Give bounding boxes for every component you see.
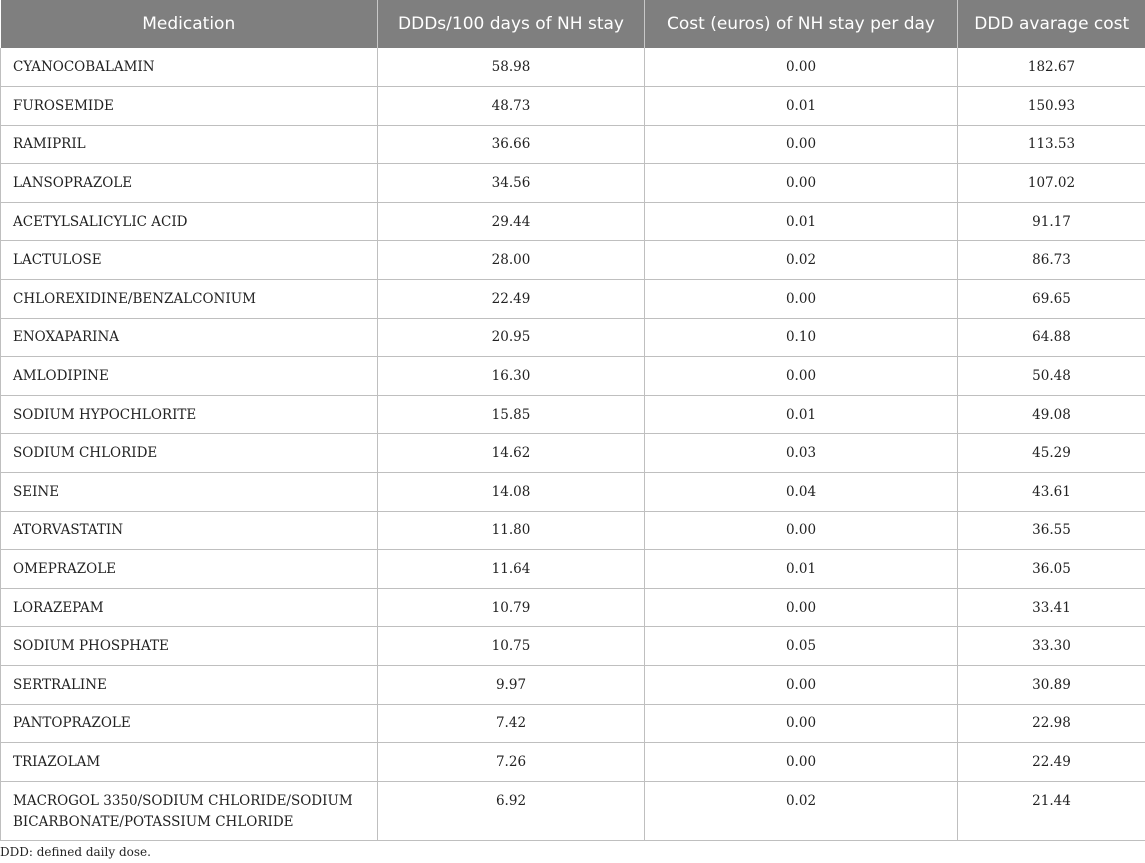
header-row <box>1 0 1145 48</box>
cost-cell: 0.10 <box>645 318 958 357</box>
ddds-cell: 58.98 <box>378 48 645 87</box>
ddds-cell: 28.00 <box>378 241 645 280</box>
ddds-cell: 7.42 <box>378 704 645 743</box>
cost-cell: 0.01 <box>645 202 958 241</box>
avg-cost-cell: 22.98 <box>958 704 1145 743</box>
header-medication: Medication <box>1 0 378 48</box>
ddds-cell: 15.85 <box>378 395 645 434</box>
cost-cell: 0.01 <box>645 395 958 434</box>
cost-cell: 0.00 <box>645 704 958 743</box>
ddds-cell: 20.95 <box>378 318 645 357</box>
ddds-cell: 7.26 <box>378 743 645 782</box>
table-row <box>1 164 1145 203</box>
medication-cell: RAMIPRIL <box>1 125 378 164</box>
ddds-cell: 14.62 <box>378 434 645 473</box>
table-row <box>1 202 1145 241</box>
cost-cell: 0.00 <box>645 48 958 87</box>
avg-cost-cell: 21.44 <box>958 781 1145 840</box>
ddds-cell: 48.73 <box>378 87 645 126</box>
ddds-cell: 6.92 <box>378 781 645 840</box>
avg-cost-cell: 150.93 <box>958 87 1145 126</box>
cost-cell: 0.02 <box>645 241 958 280</box>
medication-cell: SERTRALINE <box>1 666 378 705</box>
cost-cell: 0.03 <box>645 434 958 473</box>
cost-cell: 0.00 <box>645 588 958 627</box>
table-footnote: DDD: defined daily dose. <box>0 845 151 859</box>
avg-cost-cell: 182.67 <box>958 48 1145 87</box>
table-row <box>1 125 1145 164</box>
cost-cell: 0.00 <box>645 357 958 396</box>
avg-cost-cell: 50.48 <box>958 357 1145 396</box>
table-row <box>1 434 1145 473</box>
table-header <box>1 0 1145 48</box>
avg-cost-cell: 43.61 <box>958 473 1145 512</box>
cost-cell: 0.02 <box>645 781 958 840</box>
table-row <box>1 318 1145 357</box>
header-cost-per-day: Cost (euros) of NH stay per day <box>645 0 958 48</box>
cost-cell: 0.00 <box>645 666 958 705</box>
medication-cell: FUROSEMIDE <box>1 87 378 126</box>
table-row <box>1 704 1145 743</box>
table-row <box>1 280 1145 319</box>
cost-cell: 0.04 <box>645 473 958 512</box>
medication-cell: ATORVASTATIN <box>1 511 378 550</box>
medication-cell: CYANOCOBALAMIN <box>1 48 378 87</box>
medication-cell: ENOXAPARINA <box>1 318 378 357</box>
ddds-cell: 10.79 <box>378 588 645 627</box>
cost-cell: 0.00 <box>645 743 958 782</box>
avg-cost-cell: 113.53 <box>958 125 1145 164</box>
medication-cell: SEINE <box>1 473 378 512</box>
ddds-cell: 22.49 <box>378 280 645 319</box>
table-row <box>1 48 1145 87</box>
table-row <box>1 550 1145 589</box>
avg-cost-cell: 30.89 <box>958 666 1145 705</box>
medication-cell: SODIUM CHLORIDE <box>1 434 378 473</box>
avg-cost-cell: 107.02 <box>958 164 1145 203</box>
avg-cost-cell: 69.65 <box>958 280 1145 319</box>
cost-cell: 0.05 <box>645 627 958 666</box>
table-row <box>1 473 1145 512</box>
medication-cell: LACTULOSE <box>1 241 378 280</box>
medication-cell: OMEPRAZOLE <box>1 550 378 589</box>
medication-cell: CHLOREXIDINE/BENZALCONIUM <box>1 280 378 319</box>
avg-cost-cell: 33.41 <box>958 588 1145 627</box>
medication-cell: AMLODIPINE <box>1 357 378 396</box>
medication-cell: LANSOPRAZOLE <box>1 164 378 203</box>
ddds-cell: 29.44 <box>378 202 645 241</box>
table-row <box>1 588 1145 627</box>
header-ddds-per-100-days: DDDs/100 days of NH stay <box>378 0 645 48</box>
table-row <box>1 781 1145 840</box>
medication-cell: PANTOPRAZOLE <box>1 704 378 743</box>
cost-cell: 0.01 <box>645 550 958 589</box>
avg-cost-cell: 64.88 <box>958 318 1145 357</box>
ddds-cell: 36.66 <box>378 125 645 164</box>
header-ddd-average-cost: DDD avarage cost <box>958 0 1145 48</box>
ddds-cell: 34.56 <box>378 164 645 203</box>
table-row <box>1 241 1145 280</box>
medication-cell: ACETYLSALICYLIC ACID <box>1 202 378 241</box>
medication-cell: SODIUM HYPOCHLORITE <box>1 395 378 434</box>
avg-cost-cell: 33.30 <box>958 627 1145 666</box>
medication-cell: TRIAZOLAM <box>1 743 378 782</box>
ddds-cell: 11.80 <box>378 511 645 550</box>
avg-cost-cell: 91.17 <box>958 202 1145 241</box>
avg-cost-cell: 49.08 <box>958 395 1145 434</box>
table-row <box>1 87 1145 126</box>
ddds-cell: 16.30 <box>378 357 645 396</box>
avg-cost-cell: 22.49 <box>958 743 1145 782</box>
avg-cost-cell: 45.29 <box>958 434 1145 473</box>
table-row <box>1 666 1145 705</box>
ddds-cell: 9.97 <box>378 666 645 705</box>
medication-cell: LORAZEPAM <box>1 588 378 627</box>
medication-cell: MACROGOL 3350/SODIUM CHLORIDE/SODIUM BICARBONATE/POTASSIUM CHLORIDE <box>1 781 378 840</box>
cost-cell: 0.01 <box>645 87 958 126</box>
avg-cost-cell: 36.05 <box>958 550 1145 589</box>
table-row <box>1 743 1145 782</box>
avg-cost-cell: 36.55 <box>958 511 1145 550</box>
table-row <box>1 357 1145 396</box>
table-row <box>1 511 1145 550</box>
medication-cell: SODIUM PHOSPHATE <box>1 627 378 666</box>
cost-cell: 0.00 <box>645 164 958 203</box>
ddds-cell: 14.08 <box>378 473 645 512</box>
table-body <box>1 48 1145 840</box>
ddds-cell: 11.64 <box>378 550 645 589</box>
ddds-cell: 10.75 <box>378 627 645 666</box>
cost-cell: 0.00 <box>645 280 958 319</box>
table-row <box>1 395 1145 434</box>
avg-cost-cell: 86.73 <box>958 241 1145 280</box>
table-row <box>1 627 1145 666</box>
cost-cell: 0.00 <box>645 511 958 550</box>
cost-cell: 0.00 <box>645 125 958 164</box>
